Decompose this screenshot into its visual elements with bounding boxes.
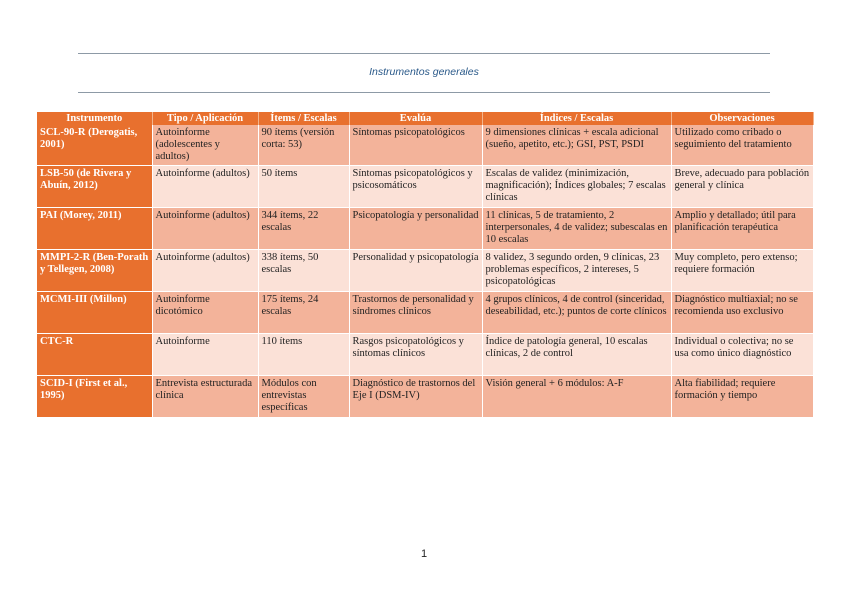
table-cell: Entrevista estructurada clínica xyxy=(152,376,258,418)
table-cell: Autoinforme (adultos) xyxy=(152,208,258,250)
column-header: Tipo / Aplicación xyxy=(152,112,258,125)
table-cell: Autoinforme (adolescentes y adultos) xyxy=(152,125,258,166)
table-cell: Índice de patología general, 10 escalas clínicas, 2 de control xyxy=(482,334,671,376)
table-row xyxy=(37,125,813,166)
table-cell: 344 ítems, 22 escalas xyxy=(258,208,349,250)
table-cell: 50 ítems xyxy=(258,166,349,208)
table-cell: 110 ítems xyxy=(258,334,349,376)
table-cell: 9 dimensiones clínicas + escala adicional (sueño, apetito, etc.); GSI, PST, PSDI xyxy=(482,125,671,166)
table-row xyxy=(37,208,813,250)
instrument-cell: MMPI-2-R (Ben-Porath y Tellegen, 2008) xyxy=(37,250,152,292)
table-cell: Personalidad y psicopatología xyxy=(349,250,482,292)
table-cell: Alta fiabilidad; requiere formación y tiempo xyxy=(671,376,813,418)
table-cell: Muy completo, pero extenso; requiere formación xyxy=(671,250,813,292)
table-row xyxy=(37,376,813,418)
table-cell: 90 ítems (versión corta: 53) xyxy=(258,125,349,166)
table-cell: Diagnóstico multiaxial; no se recomienda uso exclusivo xyxy=(671,292,813,334)
table-row xyxy=(37,250,813,292)
table-cell: Autoinforme dicotómico xyxy=(152,292,258,334)
column-header: Índices / Escalas xyxy=(482,112,671,125)
header-rule-bottom xyxy=(78,92,770,93)
column-header: Evalúa xyxy=(349,112,482,125)
instrument-cell: MCMI-III (Millon) xyxy=(37,292,152,334)
table-cell: Breve, adecuado para población general y clínica xyxy=(671,166,813,208)
table-cell: Autoinforme (adultos) xyxy=(152,250,258,292)
table-cell: 11 clínicas, 5 de tratamiento, 2 interpersonales, 4 de validez; subescalas en 10 escalas xyxy=(482,208,671,250)
instrument-cell: PAI (Morey, 2011) xyxy=(37,208,152,250)
table-cell: Síntomas psicopatológicos xyxy=(349,125,482,166)
table-row xyxy=(37,166,813,208)
instrument-cell: SCL-90-R (Derogatis, 2001) xyxy=(37,125,152,166)
table-cell: 4 grupos clínicos, 4 de control (sinceridad, deseabilidad, etc.); puntos de corte clínicos xyxy=(482,292,671,334)
table-cell: Escalas de validez (minimización, magnificación); Índices globales; 7 escalas clínicas xyxy=(482,166,671,208)
column-header: Observaciones xyxy=(671,112,813,125)
table-row xyxy=(37,292,813,334)
table-cell: 338 ítems, 50 escalas xyxy=(258,250,349,292)
page-number: 1 xyxy=(420,548,428,560)
instrument-cell: LSB-50 (de Rivera y Abuín, 2012) xyxy=(37,166,152,208)
column-header: Instrumento xyxy=(37,112,152,125)
table-cell: Visión general + 6 módulos: A-F xyxy=(482,376,671,418)
table-row xyxy=(37,334,813,376)
table-cell: 8 validez, 3 segundo orden, 9 clínicas, 23 problemas específicos, 2 intereses, 5 psicopatológicas xyxy=(482,250,671,292)
table-header-row xyxy=(37,112,813,125)
table-cell: Individual o colectiva; no se usa como único diagnóstico xyxy=(671,334,813,376)
table-cell: Rasgos psicopatológicos y síntomas clínicos xyxy=(349,334,482,376)
column-header: Ítems / Escalas xyxy=(258,112,349,125)
table-cell: Amplio y detallado; útil para planificación terapéutica xyxy=(671,208,813,250)
table-cell: Módulos con entrevistas específicas xyxy=(258,376,349,418)
table-cell: Síntomas psicopatológicos y psicosomáticos xyxy=(349,166,482,208)
table-cell: Diagnóstico de trastornos del Eje I (DSM-IV) xyxy=(349,376,482,418)
table-cell: Autoinforme (adultos) xyxy=(152,166,258,208)
table-cell: Trastornos de personalidad y síndromes clínicos xyxy=(349,292,482,334)
table-cell: Psicopatología y personalidad xyxy=(349,208,482,250)
table-cell: Autoinforme xyxy=(152,334,258,376)
table-cell: 175 ítems, 24 escalas xyxy=(258,292,349,334)
header-rule-top xyxy=(78,53,770,54)
instrument-cell: SCID-I (First et al., 1995) xyxy=(37,376,152,418)
table-cell: Utilizado como cribado o seguimiento del tratamiento xyxy=(671,125,813,166)
page-header-title: Instrumentos generales xyxy=(369,66,479,78)
instrument-cell: CTC-R xyxy=(37,334,152,376)
instruments-table xyxy=(37,112,814,418)
